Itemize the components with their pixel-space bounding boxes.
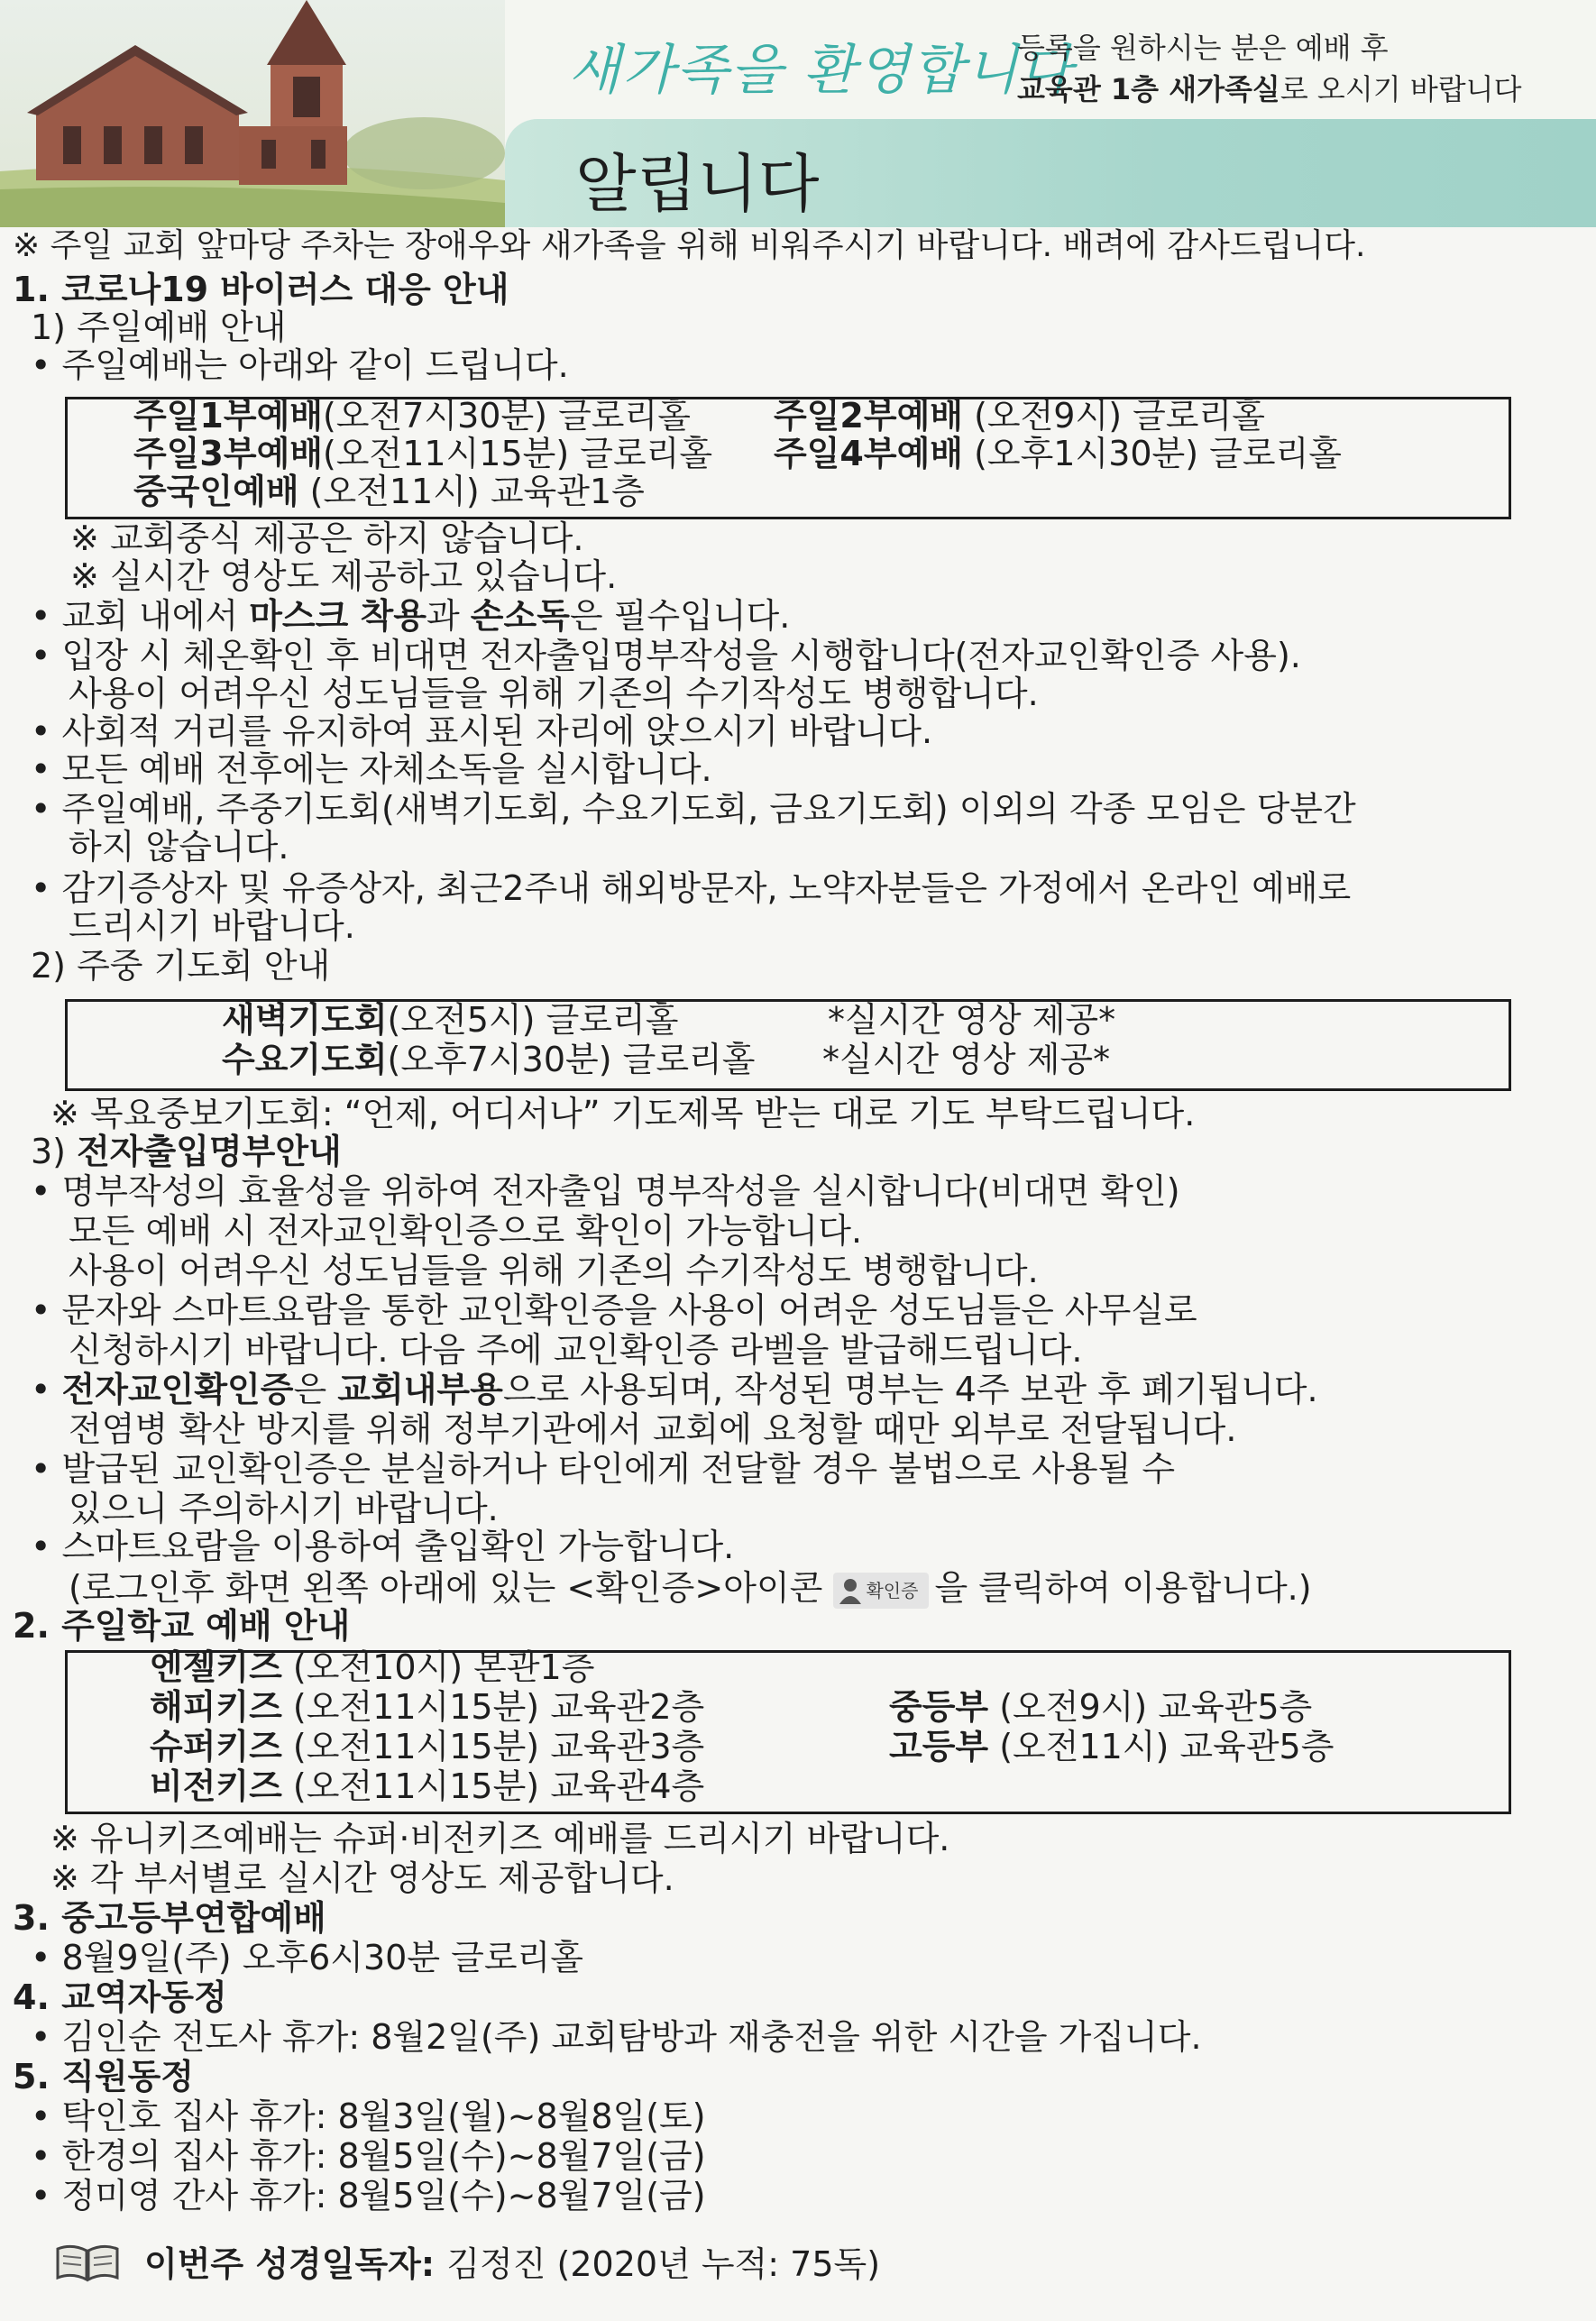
parking-notice: ※ 주일 교회 앞마당 주차는 장애우와 새가족을 위해 비워주시기 바랍니다. 배려에 감사드립니다. [13,227,1366,264]
list-item: • 입장 시 체온확인 후 비대면 전자출입명부작성을 시행합니다(전자교인확인증 사용). [31,636,1301,675]
text: 으로 사용되며, 작성된 명부는 4주 보관 후 폐기됩니다. [502,1370,1318,1409]
list-item-cont [69,1567,1312,1609]
list-item-cont: 신청하시기 바랍니다. 다음 주에 교인확인증 라벨을 발급해드립니다. [69,1330,1083,1370]
prayer-1-live: *실시간 영상 제공* [828,1000,1116,1040]
school-right-1 [889,1686,1312,1728]
section-5-title: 5. 직원동정 [13,2057,194,2096]
text-bold: 손소독 [470,596,570,636]
service-3 [133,433,712,474]
school-left-1 [150,1647,594,1688]
dept-name: 고등부 [889,1727,989,1766]
dept-name: 중등부 [889,1687,989,1727]
service-2 [774,395,1265,436]
list-item: • 발급된 교인확인증은 분실하거나 타인에게 전달할 경우 불법으로 사용될 수 [31,1449,1176,1489]
section-1-title: 1. 코로나19 바이러스 대응 안내 [13,270,509,309]
service-name: 주일1부예배 [133,396,323,436]
register-location: 교육관 1층 새가족실 [1017,72,1280,106]
list-item-cont: 있으니 주의하시기 바랍니다. [69,1489,499,1528]
prayer-name: 수요기도회 [222,1040,388,1079]
list-item-cont: 전염병 확산 방지를 위해 정부기관에서 교회에 요청할 때만 외부로 전달됩니다. [69,1409,1237,1449]
dept-detail: (오전11시) 교육관5층 [988,1727,1335,1766]
section-title-tab [505,119,1596,227]
service-1 [133,395,691,436]
prayer-name: 새벽기도회 [222,1000,388,1040]
service-4 [774,433,1342,474]
dept-detail: (오전11시15분) 교육관2층 [281,1687,705,1727]
register-line-2-rest: 로 오시기 바랍니다 [1280,72,1522,106]
section-3-title: 3. 중고등부연합예배 [13,1898,326,1938]
text-bold: 전자교인확인증 [61,1370,294,1409]
dept-detail: (오전10시) 본관1층 [281,1647,595,1687]
list-item-cont: 하지 않습니다. [69,827,289,867]
prayer-detail: (오후7시30분) 글로리홀 [387,1040,756,1079]
person-icon [839,1577,862,1604]
prayer-2 [222,1039,755,1080]
list-item [31,595,790,637]
note-lunch: ※ 교회중식 제공은 하지 않습니다. [70,518,584,558]
church-illustration [0,0,505,227]
list-item-cont: 드리시기 바랍니다. [69,906,355,946]
bible-reader-value: 김정진 (2020년 누적: 75독) [446,2244,881,2284]
text: 과 [426,596,471,636]
subsection-1-2: 2) 주중 기도회 안내 [31,946,331,986]
school-left-3 [150,1726,704,1767]
list-item: • 문자와 스마트요람을 통한 교인확인증을 사용이 어려운 성도님들은 사무실로 [31,1290,1197,1330]
list-item-cont: 모든 예배 시 전자교인확인증으로 확인이 가능합니다. [69,1211,863,1251]
list-item: • 사회적 거리를 유지하여 표시된 자리에 앉으시기 바랍니다. [31,711,933,751]
dept-name: 엔젤키즈 [150,1647,282,1687]
bible-reader-label: 이번주 성경일독자: [144,2244,447,2284]
bible-book-icon [56,2242,119,2283]
welcome-text: 새가족을 환영합니다 [568,39,1074,102]
note-unikids: ※ 유니키즈예배는 슈퍼·비전키즈 예배를 드리시기 바랍니다. [50,1819,950,1858]
subsection-1-1: 1) 주일예배 안내 [31,307,287,347]
service-detail: (오후1시30분) 글로리홀 [962,434,1342,473]
list-item-cont: 사용이 어려우신 성도님들을 위해 기존의 수기작성도 병행합니다. [69,1251,1039,1290]
section-2-title: 2. 주일학교 예배 안내 [13,1606,351,1646]
school-left-4 [150,1766,704,1807]
list-item: • 8월9일(주) 오후6시30분 글로리홀 [31,1938,583,1977]
list-item: • 정미영 간사 휴가: 8월5일(수)~8월7일(금) [31,2176,706,2216]
id-card-icon [833,1573,929,1609]
service-detail: (오전11시) 교육관1층 [298,472,645,511]
header-banner [0,0,1596,227]
text: • [31,1370,62,1409]
school-right-2 [889,1726,1334,1767]
note-dept-video: ※ 각 부서별로 실시간 영상도 제공합니다. [50,1858,674,1898]
section-4-title: 4. 교역자동정 [13,1977,227,2017]
text: (로그인후 화면 왼쪽 아래에 있는 <확인증>아이콘 [69,1568,834,1608]
list-item: • 감기증상자 및 유증상자, 최근2주내 해외방문자, 노약자분들은 가정에서 온라인 예배로 [31,868,1352,908]
register-line-2 [1017,67,1521,108]
list-item: • 스마트요람을 이용하여 출입확인 가능합니다. [31,1527,735,1566]
note-thursday-prayer: ※ 목요중보기도회: “언제, 어디서나” 기도제목 받는 대로 기도 부탁드립니다. [50,1094,1196,1133]
service-detail: (오전11시15분) 글로리홀 [322,434,713,473]
dept-detail: (오전11시15분) 교육관4층 [281,1766,705,1806]
school-left-2 [150,1686,704,1728]
section-title: 알립니다 [575,147,820,221]
list-item: • 주일예배는 아래와 같이 드립니다. [31,345,569,385]
prayer-2-live: *실시간 영상 제공* [822,1040,1111,1079]
list-item: • 모든 예배 전후에는 자체소독을 실시합니다. [31,749,712,789]
list-item [31,1369,1318,1410]
list-item: • 김인순 전도사 휴가: 8월2일(주) 교회탐방과 재충전을 위한 시간을 가집니다. [31,2017,1202,2057]
text: 을 클릭하여 이용합니다.) [934,1568,1312,1608]
list-item: • 주일예배, 주중기도회(새벽기도회, 수요기도회, 금요기도회) 이외의 각종 모임은 당분간 [31,789,1356,829]
prayer-1 [222,999,678,1041]
dept-name: 해피키즈 [150,1687,282,1727]
list-item: • 탁인호 집사 휴가: 8월3일(월)~8월8일(토) [31,2096,706,2136]
text-bold: 마스크 착용 [249,596,427,636]
dept-detail: (오전9시) 교육관5층 [988,1687,1313,1727]
service-detail: (오전9시) 글로리홀 [962,396,1265,436]
service-name: 중국인예배 [133,472,299,511]
note-live-video: ※ 실시간 영상도 제공하고 있습니다. [70,556,618,596]
service-name: 주일3부예배 [133,434,323,473]
subsection-1-3 [31,1131,342,1172]
text-bold: 교회내부용 [337,1370,503,1409]
dept-name: 슈퍼키즈 [150,1727,282,1766]
list-item-cont: 사용이 어려우신 성도님들을 위해 기존의 수기작성도 병행합니다. [69,674,1039,713]
text: • 교회 내에서 [31,596,250,636]
icon-label: 확인증 [866,1579,919,1601]
service-name: 주일4부예배 [774,434,963,473]
list-item: • 한경의 집사 휴가: 8월5일(수)~8월7일(금) [31,2136,706,2176]
service-name: 주일2부예배 [774,396,963,436]
text: 은 필수입니다. [569,596,791,636]
register-line-1: 등록을 원하시는 분은 예배 후 [1017,31,1389,65]
prayer-detail: (오전5시) 글로리홀 [387,1000,679,1040]
dept-detail: (오전11시15분) 교육관3층 [281,1727,705,1766]
list-item: • 명부작성의 효율성을 위하여 전자출입 명부작성을 실시합니다(비대면 확인) [31,1171,1180,1211]
dept-name: 비전키즈 [150,1766,282,1806]
service-5 [133,471,645,512]
bible-reader [144,2243,880,2285]
text-bold: 전자출입명부안내 [77,1132,342,1171]
service-detail: (오전7시30분) 글로리홀 [322,396,691,436]
text: 3) [31,1132,78,1171]
text: 은 [293,1370,338,1409]
